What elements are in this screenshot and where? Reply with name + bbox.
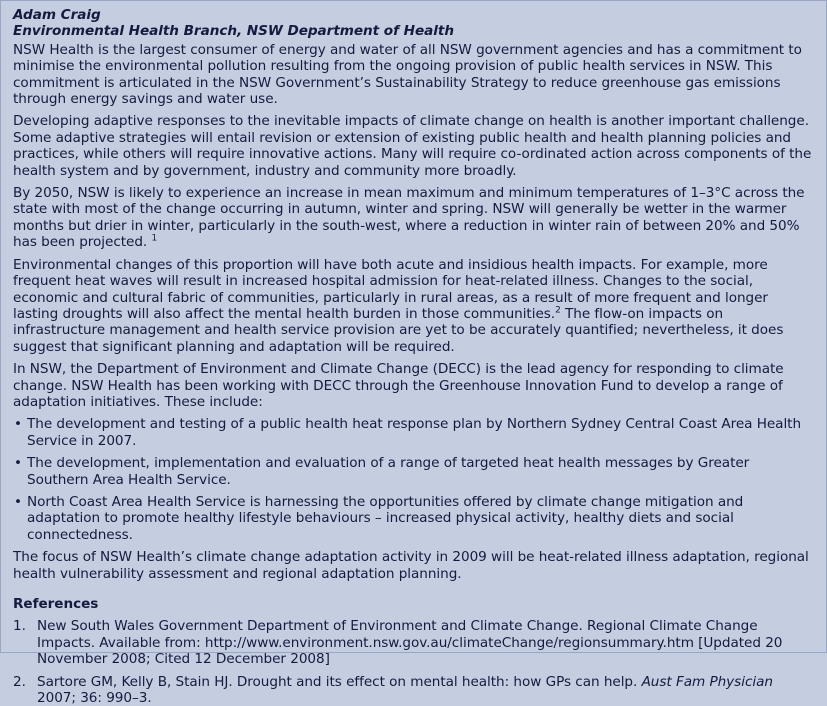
paragraph-2: Developing adaptive responses to the inevitable impacts of climate change on health is another important challenge. Some adaptive strategies will entail revision or extension of existing public health and health planning policies and practices, while others will require innovative actions. Many will require co-ordinated action across components of the health system and by government, industry and community more broadly.: [13, 113, 812, 179]
reference-number: 2.: [13, 673, 26, 690]
reference-item: [13, 618, 812, 667]
list-item-text: The development and testing of a public health heat response plan by Northern Sydney Central Coast Area Health Service in 2007.: [27, 416, 802, 449]
paragraph-3-text: By 2050, NSW is likely to experience an increase in mean maximum and minimum temperatures of 1–3°C across the state with most of the change occurring in autumn, winter and spring. NSW will generally be wetter in the warmer months but drier in winter, particularly in the south-west, where a reduction in winter rain of between 20% and 50% has been projected.: [13, 185, 805, 251]
author-affiliation: Environmental Health Branch, NSW Department of Health: [13, 23, 454, 40]
paragraph-4-text-b: The flow-on impacts on infrastructure management and health service provision are yet to be accurately quantified; nevertheless, it does suggest that significant planning and adaptation will be required.: [13, 305, 784, 355]
paragraph-3: [13, 185, 812, 251]
bullet-icon: •: [14, 493, 22, 510]
author-name: Adam Craig: [13, 7, 101, 23]
reference-text-b: 2007; 36: 990–3.: [37, 690, 152, 706]
bullet-icon: •: [14, 416, 22, 433]
list-item: [13, 494, 812, 543]
bullet-icon: •: [14, 455, 22, 472]
list-item-text: The development, implementation and evaluation of a range of targeted heat health messages by Greater Southern Area Health Service.: [27, 455, 750, 488]
paragraph-4: [13, 257, 812, 355]
references-heading: References: [13, 596, 99, 612]
reference-number: 1.: [13, 618, 26, 635]
reference-item: [13, 674, 812, 706]
paragraph-1: NSW Health is the largest consumer of energy and water of all NSW government agencies and has a commitment to minimise the environmental pollution resulting from the ongoing provision of public health services in NSW. This commitment is articulated in the NSW Government’s Sustainability Strategy to reduce greenhouse gas emissions through energy savings and water use.: [13, 41, 802, 108]
references-list: [13, 618, 812, 706]
footnote-ref-2: 2: [555, 305, 561, 316]
reference-journal: Aust Fam Physician: [641, 673, 773, 690]
footnote-ref-1: 1: [151, 233, 158, 244]
initiatives-list: [13, 416, 812, 543]
list-item: [13, 416, 812, 449]
paragraph-6: The focus of NSW Health’s climate change adaptation activity in 2009 will be heat-related illness adaptation, regional health vulnerability assessment and regional adaptation planning.: [13, 549, 809, 582]
list-item-text: North Coast Area Health Service is harnessing the opportunities offered by climate change mitigation and adaptation to promote healthy lifestyle behaviours – increased physical activity, healthy diets and social connectedness.: [27, 493, 744, 543]
list-item: [13, 455, 812, 488]
reference-text: New South Wales Government Department of Environment and Climate Change. Regional Climate Change Impacts. Available from: http://www.environment.nsw.gov.au/climateChange/regionsummary.htm [Updated 20 November 2008; Cited 12 December 2008]: [37, 618, 783, 668]
paragraph-5: In NSW, the Department of Environment and Climate Change (DECC) is the lead agency for responding to climate change. NSW Health has been working with DECC through the Greenhouse Innovation Fund to develop a range of adaptation initiatives. These include:: [13, 361, 784, 410]
paragraph-4-text-a: Environmental changes of this proportion will have both acute and insidious health impacts. For example, more frequent heat waves will result in increased hospital admission for heat-related illness. Changes to the social, economic and cultural fabric of communities, particularly in rural areas, as a result of more frequent and longer lasting droughts will also affect the mental health burden in those communities.: [13, 256, 768, 322]
reference-text-a: Sartore GM, Kelly B, Stain HJ. Drought and its effect on mental health: how GPs can help.: [37, 673, 642, 690]
